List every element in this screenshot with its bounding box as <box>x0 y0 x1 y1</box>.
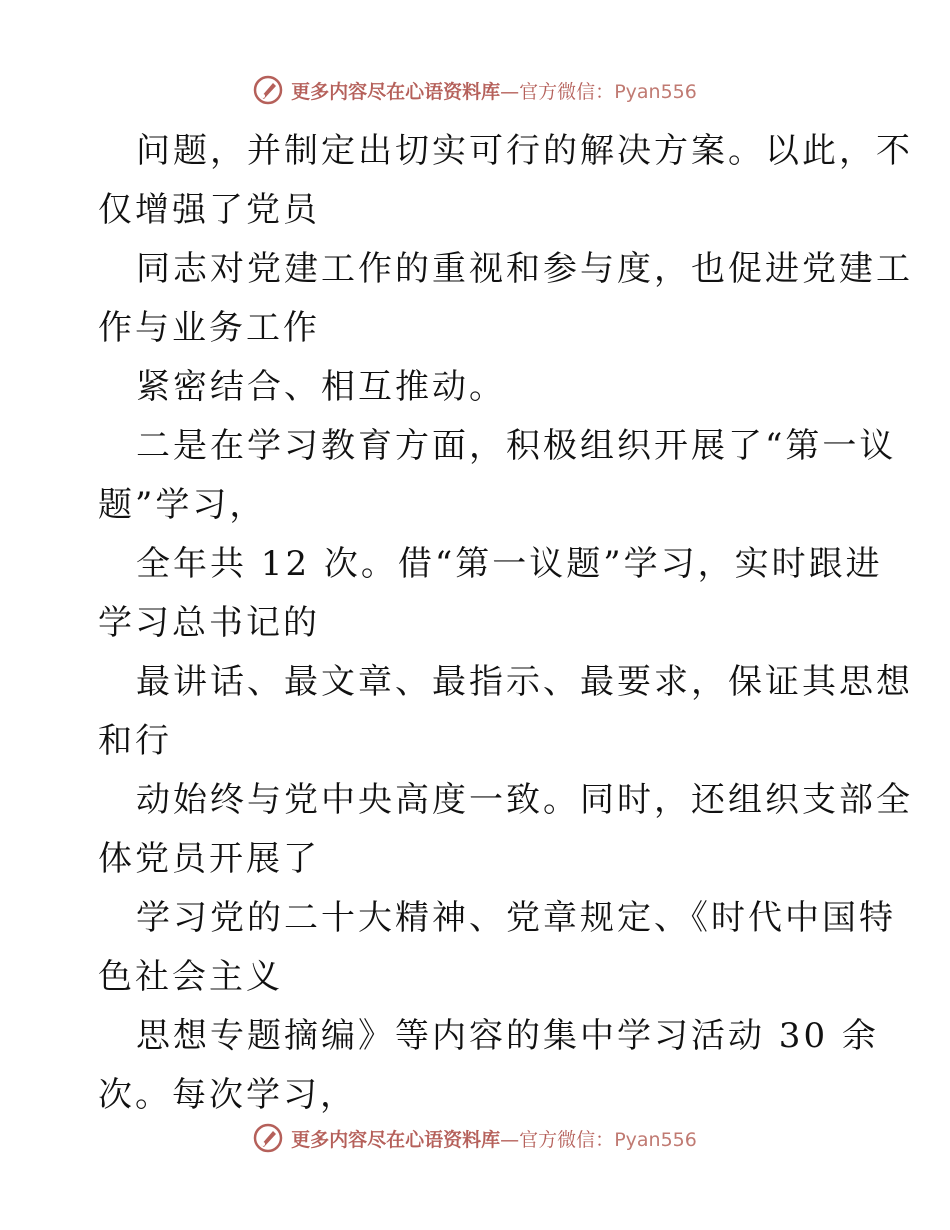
watermark-wechat-label: 官方微信： <box>519 80 615 103</box>
text-line: 作与业务工作 <box>98 308 320 348</box>
watermark-site-name: 更多内容尽在心语资料库 <box>291 80 501 103</box>
text-line: 思想专题摘编》等内容的集中学习活动 30 余 <box>136 1016 879 1056</box>
footer-watermark <box>0 1118 950 1158</box>
text-line: 问题，并制定出切实可行的解决方案。以此，不 <box>136 131 913 171</box>
pen-nib-icon <box>253 75 283 105</box>
document-body <box>98 122 913 1125</box>
header-watermark <box>0 70 950 110</box>
text-line: 学习党的二十大精神、党章规定、《时代中国特 <box>136 898 896 938</box>
text-line: 同志对党建工作的重视和参与度，也促进党建工 <box>136 249 913 289</box>
text-line: 动始终与党中央高度一致。同时，还组织支部全 <box>136 780 913 820</box>
watermark-wechat-id: Pyan556 <box>614 1128 697 1151</box>
watermark-separator: — <box>500 1128 520 1151</box>
text-line: 全年共 12 次。借“第一议题”学习，实时跟进 <box>136 544 883 584</box>
text-line: 紧密结合、相互推动。 <box>136 367 506 407</box>
text-line: 和行 <box>98 721 172 761</box>
watermark-separator: — <box>500 80 520 103</box>
watermark-wechat-label: 官方微信： <box>519 1128 615 1151</box>
text-line: 仅增强了党员 <box>98 190 320 230</box>
text-line: 色社会主义 <box>98 957 283 997</box>
text-line: 题”学习， <box>98 485 267 525</box>
text-line: 体党员开展了 <box>98 839 320 879</box>
pen-nib-icon <box>253 1123 283 1153</box>
text-line: 最讲话、最文章、最指示、最要求，保证其思想 <box>136 662 913 702</box>
watermark-wechat-id: Pyan556 <box>614 80 697 103</box>
watermark-site-name: 更多内容尽在心语资料库 <box>291 1128 501 1151</box>
text-line: 次。每次学习， <box>98 1075 357 1115</box>
text-line: 学习总书记的 <box>98 603 320 643</box>
text-line: 二是在学习教育方面，积极组织开展了“第一议 <box>136 426 897 466</box>
